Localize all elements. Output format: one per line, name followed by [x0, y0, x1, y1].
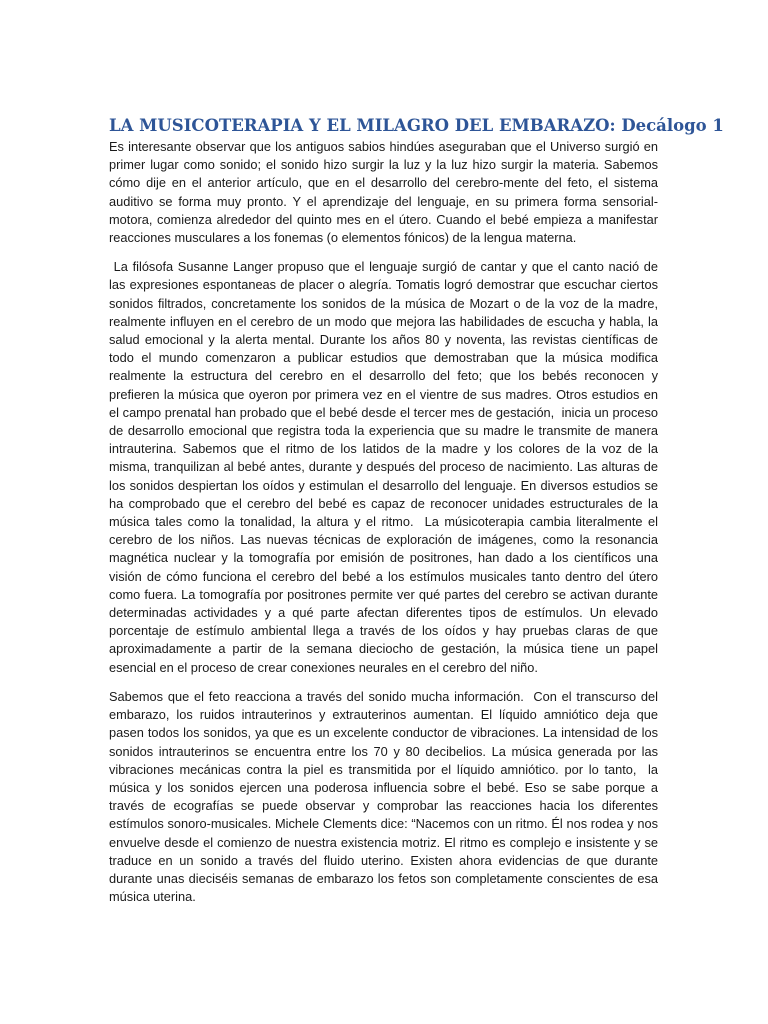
- document-page: [109, 115, 724, 917]
- paragraph-fetal-sound: Sabemos que el feto reacciona a través del sonido mucha información. Con el transcurso del embarazo, los ruidos intrauterinos y extrauterinos aumentan. El líquido amniótico deja que pasen todos los sonidos, ya que es un excelente conductor de vibraciones. La intensidad de los sonidos intrauterinos se encuentra entre los 70 y 80 decibelios. La música generada por las vibraciones mecánicas contra la piel es transmitida por el líquido amniótico. por lo tanto, la música y los sonidos ejercen una poderosa influencia sobre el bebé. Eso se sabe porque a través de ecografías se puede observar y comprobar las reacciones hacia los diferentes estímulos sonoro-musicales. Michele Clements dice: “Nacemos con un ritmo. Él nos rodea y nos envuelve desde el comienzo de nuestra existencia motriz. El ritmo es complejo e insistente y se traduce en un sonido a través del fluido uterino. Existen ahora evidencias de que durante durante unas dieciséis semanas de embarazo los fetos son completamente conscientes de esa música uterina.: [109, 688, 662, 905]
- paragraph-intro: Es interesante observar que los antiguos sabios hindúes aseguraban que el Universo surgió en primer lugar como sonido; el sonido hizo surgir la luz y la luz hizo surgir la materia. Sabemos cómo dije en el anterior artículo, que en el desarrollo del cerebro-mente del feto, el sistema auditivo se forma muy pronto. Y el aprendizaje del lenguaje, en su primera forma sensorial-motora, comienza alrededor del quinto mes en el útero. Cuando el bebé empieza a manifestar reacciones musculares a los fonemas (o elementos fónicos) de la lengua materna.: [109, 139, 662, 246]
- paragraph-langer-tomatis: La filósofa Susanne Langer propuso que el lenguaje surgió de cantar y que el canto nació de las expresiones espontaneas de placer o alegría. Tomatis logró demostrar que escuchar ciertos sonidos filtrados, concretamente los sonidos de la música de Mozart o de la voz de la madre, realmente influyen en el cerebro de un modo que mejora las habilidades de escucha y habla, la salud emocional y la alerta mental. Durante los años 80 y noventa, las revistas científicas de todo el mundo comenzaron a publicar estudios que demostraban que la música modifica realmente la estructura del cerebro en el desarrollo del feto; que los bebés reconocen y prefieren la música que oyeron por primera vez en el vientre de sus madres. Otros estudios en el campo prenatal han probado que el bebé desde el tercer mes de gestación, inicia un proceso de desarrollo emocional que registra toda la experiencia que su madre le transmite de manera intrauterina. Sabemos que el ritmo de los latidos de la madre y los colores de la voz de la misma, tranquilizan al bebé antes, durante y después del proceso de nacimiento. Las alturas de los sonidos despiertan los oídos y estimulan el desarrollo del lenguaje. En diversos estudios se ha comprobado que el cerebro del bebé es capaz de reconocer unidades estructurales de la música tales como la tonalidad, la altura y el ritmo. La músicoterapia cambia literalmente el cerebro de los niños. Las nuevas técnicas de exploración de imágenes, como la resonancia magnética nuclear y la tomografía por emisión de positrones, han dado a los científicos una visión de cómo funciona el cerebro del bebé a los estímulos musicales tanto dentro del útero como fuera. La tomografía por positrones permite ver qué partes del cerebro se activan durante determinadas actividades y a qué parte afectan diferentes tipos de estímulos. Un elevado porcentaje de estímulo ambiental llega a través de los oídos y hay pruebas claras de que aproximadamente a partir de la semana dieciocho de gestación, la música tiene un papel esencial en el proceso de crear conexiones neurales en el cerebro del niño.: [109, 259, 662, 675]
- document-title: LA MUSICOTERAPIA Y EL MILAGRO DEL EMBARAZO: Decálogo 1: [109, 116, 724, 135]
